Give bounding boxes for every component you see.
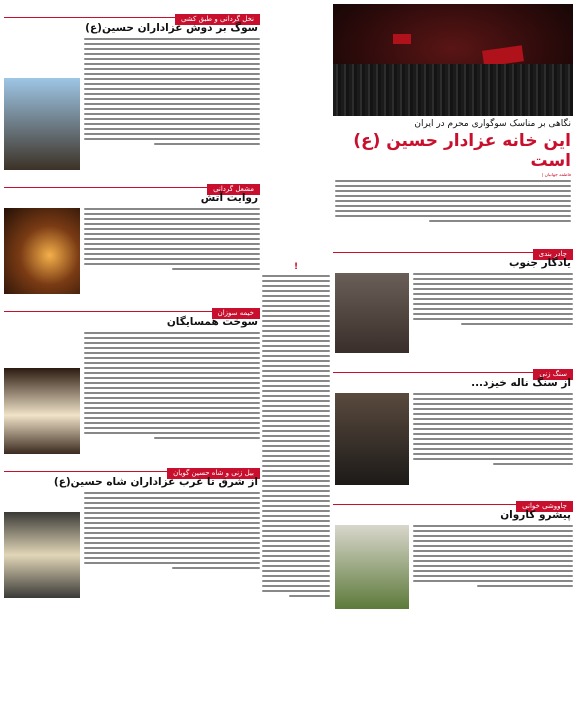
text-line (335, 215, 571, 217)
text-line (84, 53, 260, 55)
section-tag: چادر بندی (533, 249, 573, 260)
section-sangzani (333, 361, 573, 485)
text-line (84, 512, 260, 514)
body-text (413, 525, 573, 609)
body-text (84, 38, 260, 170)
section-tag: خیمه سوزان (212, 308, 260, 319)
text-line (262, 345, 330, 347)
hero-photo (333, 4, 573, 116)
section-tag-row (4, 6, 260, 23)
section-tag: سنگ زنی (533, 369, 573, 380)
text-line (84, 397, 260, 399)
text-line (262, 460, 330, 462)
text-line (84, 228, 260, 230)
text-line (413, 408, 573, 410)
section-title: یادگار جنوب (508, 257, 571, 269)
text-line (84, 502, 260, 504)
text-line (413, 550, 573, 552)
text-line (262, 560, 330, 562)
text-line (84, 357, 260, 359)
section-mashal (4, 176, 260, 294)
body-text (84, 492, 260, 598)
text-line (262, 385, 330, 387)
text-line (413, 530, 573, 532)
text-line (84, 562, 260, 564)
text-line (84, 522, 260, 524)
text-line (154, 143, 260, 145)
text-line (413, 448, 573, 450)
text-line (262, 485, 330, 487)
section-photo (4, 512, 80, 598)
text-line (413, 398, 573, 400)
section-title: پیشرو کاروان (500, 509, 571, 521)
text-line (413, 560, 573, 562)
text-line (262, 280, 330, 282)
section-tag-row (333, 241, 573, 258)
text-line (413, 453, 573, 455)
text-line (84, 118, 260, 120)
text-line (84, 342, 260, 344)
text-line (84, 367, 260, 369)
text-line (262, 435, 330, 437)
text-line (413, 433, 573, 435)
text-line (84, 362, 260, 364)
text-line (84, 402, 260, 404)
text-line (413, 540, 573, 542)
author-name: فاطمه جهانیان | (541, 173, 571, 178)
text-line (262, 340, 330, 342)
section-title: از شرق تا غرب عزاداران شاه حسین(ع) (53, 476, 258, 488)
text-line (262, 475, 330, 477)
text-line (335, 180, 571, 182)
text-line (84, 412, 260, 414)
text-line (289, 595, 330, 597)
text-line (262, 430, 330, 432)
text-line (262, 305, 330, 307)
section-photo (4, 78, 80, 170)
section-tag-row (333, 361, 573, 378)
section-tag: مشعل گردانی (207, 184, 260, 195)
text-line (262, 585, 330, 587)
text-line (84, 387, 260, 389)
text-line (84, 78, 260, 80)
body-text (413, 273, 573, 353)
text-line (262, 550, 330, 552)
text-line (84, 432, 260, 434)
text-line (262, 295, 330, 297)
text-line (262, 330, 330, 332)
text-line (84, 218, 260, 220)
text-line (84, 422, 260, 424)
left-column (4, 4, 260, 598)
text-line (84, 133, 260, 135)
text-line (262, 450, 330, 452)
text-line (84, 213, 260, 215)
section-chavoshi (333, 493, 573, 609)
text-line (262, 290, 330, 292)
kicker: نگاهی بر مناسک سوگواری محرم در ایران (414, 119, 571, 129)
section-photo (4, 368, 80, 454)
text-line (262, 465, 330, 467)
text-line (84, 48, 260, 50)
text-line (84, 63, 260, 65)
text-line (84, 253, 260, 255)
text-line (413, 318, 573, 320)
section-tag-row (4, 176, 260, 193)
text-line (413, 580, 573, 582)
section-photo (335, 393, 409, 485)
text-line (413, 525, 573, 527)
text-line (262, 350, 330, 352)
body-text (413, 393, 573, 485)
section-title: از سنگ ناله خیزد... (471, 377, 571, 389)
text-line (84, 43, 260, 45)
middle-column (262, 262, 330, 597)
body-text (335, 180, 571, 222)
text-line (413, 438, 573, 440)
text-line (262, 380, 330, 382)
main-title: این خانه عزادار حسین (ع) است (353, 131, 571, 171)
text-line (413, 545, 573, 547)
text-line (84, 537, 260, 539)
section-kheymeh (4, 300, 260, 454)
text-line (262, 580, 330, 582)
text-line (413, 298, 573, 300)
text-line (413, 303, 573, 305)
text-line (413, 393, 573, 395)
text-line (262, 545, 330, 547)
section-title: سوگ بر دوش عزاداران حسین(ع) (85, 22, 258, 34)
text-line (84, 547, 260, 549)
text-line (84, 497, 260, 499)
text-line (262, 415, 330, 417)
text-line (154, 437, 260, 439)
text-line (413, 570, 573, 572)
intro-text (335, 173, 571, 235)
body-text (262, 275, 330, 597)
text-line (84, 223, 260, 225)
text-line (262, 445, 330, 447)
text-line (413, 555, 573, 557)
text-line (84, 208, 260, 210)
text-line (262, 390, 330, 392)
text-line (84, 392, 260, 394)
text-line (84, 88, 260, 90)
text-line (84, 68, 260, 70)
text-line (262, 470, 330, 472)
text-line (84, 38, 260, 40)
text-line (413, 288, 573, 290)
text-line (335, 190, 571, 192)
text-line (84, 542, 260, 544)
text-line (84, 73, 260, 75)
mid-marker: ! (293, 262, 299, 272)
text-line (262, 420, 330, 422)
text-line (335, 185, 571, 187)
text-line (84, 58, 260, 60)
section-tag-row (4, 460, 260, 477)
text-line (461, 323, 573, 325)
text-line (413, 413, 573, 415)
text-line (84, 128, 260, 130)
text-line (477, 585, 573, 587)
text-line (413, 423, 573, 425)
text-line (262, 510, 330, 512)
text-line (493, 463, 573, 465)
text-line (413, 443, 573, 445)
text-line (84, 517, 260, 519)
text-line (413, 283, 573, 285)
text-line (84, 263, 260, 265)
section-title: روایت آتش (200, 192, 258, 204)
text-line (84, 337, 260, 339)
text-line (262, 540, 330, 542)
text-line (429, 220, 571, 222)
text-line (84, 108, 260, 110)
section-bilzani (4, 460, 260, 598)
text-line (262, 285, 330, 287)
text-line (262, 335, 330, 337)
text-line (262, 520, 330, 522)
text-line (84, 233, 260, 235)
text-line (172, 268, 260, 270)
section-yadegar (333, 241, 573, 353)
section-nakhl (4, 6, 260, 170)
text-line (413, 575, 573, 577)
text-line (84, 372, 260, 374)
text-line (84, 123, 260, 125)
section-photo (335, 273, 409, 353)
text-line (262, 570, 330, 572)
right-column (333, 4, 573, 609)
text-line (262, 375, 330, 377)
section-photo (335, 525, 409, 609)
text-line (262, 525, 330, 527)
text-line (262, 515, 330, 517)
text-line (84, 138, 260, 140)
section-title: سوخت همسایگان (166, 316, 258, 328)
text-line (413, 293, 573, 295)
section-photo (4, 208, 80, 294)
text-line (84, 238, 260, 240)
text-line (335, 205, 571, 207)
text-line (262, 365, 330, 367)
text-line (84, 103, 260, 105)
text-line (262, 565, 330, 567)
text-line (262, 495, 330, 497)
text-line (262, 410, 330, 412)
text-line (262, 360, 330, 362)
text-line (84, 332, 260, 334)
text-line (335, 200, 571, 202)
text-line (335, 210, 571, 212)
section-tag: چاووشی خوانی (516, 501, 573, 512)
text-line (262, 490, 330, 492)
text-line (172, 567, 260, 569)
text-line (413, 273, 573, 275)
text-line (84, 427, 260, 429)
flag-shape (393, 34, 411, 44)
section-tag-row (333, 493, 573, 510)
section-tag: بیل زنی و شاه حسین گویان (167, 468, 260, 479)
text-line (84, 507, 260, 509)
text-line (84, 532, 260, 534)
text-line (413, 308, 573, 310)
text-line (262, 405, 330, 407)
text-line (262, 325, 330, 327)
text-line (84, 377, 260, 379)
text-line (84, 492, 260, 494)
text-line (84, 557, 260, 559)
text-line (262, 395, 330, 397)
text-line (262, 590, 330, 592)
text-line (84, 113, 260, 115)
text-line (413, 313, 573, 315)
text-line (262, 310, 330, 312)
text-line (262, 535, 330, 537)
text-line (262, 555, 330, 557)
text-line (262, 500, 330, 502)
text-line (413, 403, 573, 405)
text-line (262, 530, 330, 532)
text-line (84, 258, 260, 260)
section-tag-row (4, 300, 260, 317)
text-line (84, 93, 260, 95)
text-line (262, 300, 330, 302)
text-line (84, 352, 260, 354)
text-line (335, 195, 571, 197)
text-line (84, 407, 260, 409)
text-line (84, 243, 260, 245)
text-line (262, 575, 330, 577)
section-tag: نخل گردانی و طبق کشی (175, 14, 260, 25)
text-line (262, 320, 330, 322)
text-line (84, 382, 260, 384)
text-line (262, 455, 330, 457)
text-line (262, 370, 330, 372)
text-line (413, 565, 573, 567)
text-line (262, 505, 330, 507)
text-line (262, 440, 330, 442)
text-line (413, 458, 573, 460)
text-line (413, 428, 573, 430)
text-line (262, 355, 330, 357)
text-line (413, 418, 573, 420)
text-line (262, 400, 330, 402)
text-line (262, 275, 330, 277)
text-line (84, 527, 260, 529)
text-line (84, 347, 260, 349)
crowd-shape (333, 64, 573, 116)
text-line (84, 552, 260, 554)
text-line (84, 417, 260, 419)
body-text (84, 332, 260, 454)
body-text (84, 208, 260, 294)
text-line (262, 480, 330, 482)
text-line (84, 83, 260, 85)
text-line (84, 98, 260, 100)
text-line (84, 248, 260, 250)
text-line (262, 315, 330, 317)
text-line (413, 278, 573, 280)
text-line (262, 425, 330, 427)
text-line (413, 535, 573, 537)
